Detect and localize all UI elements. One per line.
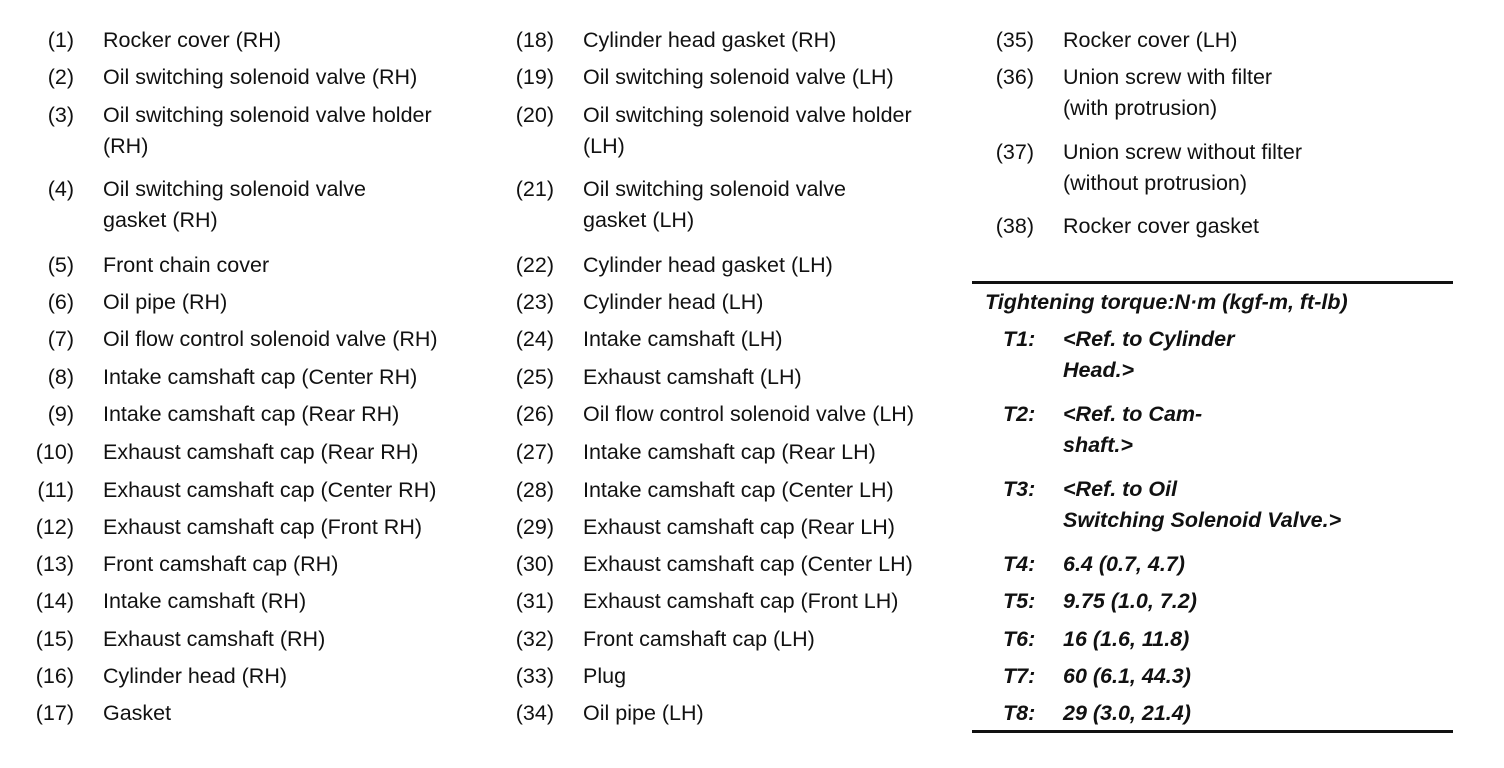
legend-item-label: Oil flow control solenoid valve (LH) bbox=[583, 402, 914, 426]
legend-item-number: (37) bbox=[995, 140, 1034, 164]
legend-item-label: (without protrusion) bbox=[1063, 171, 1248, 195]
legend-item-label: Exhaust camshaft cap (Center LH) bbox=[583, 552, 913, 576]
legend-item-label: Union screw with filter bbox=[1063, 65, 1273, 89]
legend-item-number: (31) bbox=[515, 589, 554, 613]
legend-item-label: Intake camshaft cap (Rear LH) bbox=[583, 440, 876, 464]
legend-item-label: Union screw without filter bbox=[1063, 140, 1302, 164]
legend-item-number: (14) bbox=[35, 589, 74, 613]
torque-code: T4: bbox=[1003, 552, 1036, 576]
legend-item-number: (16) bbox=[35, 664, 74, 688]
torque-code: T1: bbox=[1003, 327, 1036, 351]
legend-item-label: Oil flow control solenoid valve (RH) bbox=[103, 327, 438, 351]
torque-value: 9.75 (1.0, 7.2) bbox=[1063, 589, 1197, 613]
legend-item-number: (6) bbox=[47, 290, 74, 314]
torque-bottom-rule bbox=[972, 730, 1453, 733]
legend-item-label: Oil switching solenoid valve bbox=[103, 177, 366, 201]
legend-item-label: Exhaust camshaft cap (Center RH) bbox=[103, 478, 437, 502]
legend-item-number: (20) bbox=[515, 103, 554, 127]
legend-item-number: (11) bbox=[37, 478, 74, 502]
legend-item-number: (8) bbox=[47, 365, 74, 389]
legend-item-label: Oil switching solenoid valve (LH) bbox=[583, 65, 894, 89]
legend-item-number: (22) bbox=[515, 253, 554, 277]
legend-item-number: (7) bbox=[47, 327, 74, 351]
legend-item-number: (4) bbox=[47, 177, 74, 201]
legend-item-label: Rocker cover (RH) bbox=[103, 28, 281, 52]
legend-item-number: (23) bbox=[515, 290, 554, 314]
torque-code: T3: bbox=[1003, 477, 1036, 501]
legend-item-label: Gasket bbox=[103, 701, 172, 725]
legend-item-label: (LH) bbox=[583, 134, 625, 158]
torque-value: <Ref. to Cam- bbox=[1063, 402, 1203, 426]
torque-code: T6: bbox=[1003, 627, 1036, 651]
legend-item-label: Intake camshaft cap (Center LH) bbox=[583, 478, 894, 502]
legend-item-label: (RH) bbox=[103, 134, 149, 158]
legend-item-label: (with protrusion) bbox=[1063, 96, 1218, 120]
legend-item-label: Exhaust camshaft cap (Front LH) bbox=[583, 589, 899, 613]
torque-code: T2: bbox=[1003, 402, 1036, 426]
legend-item-label: Exhaust camshaft (LH) bbox=[583, 365, 802, 389]
legend-item-number: (29) bbox=[515, 515, 554, 539]
legend-item-label: Intake camshaft (RH) bbox=[103, 589, 307, 613]
legend-item-number: (34) bbox=[515, 701, 554, 725]
torque-value: Head.> bbox=[1063, 358, 1135, 382]
legend-item-number: (24) bbox=[515, 327, 554, 351]
torque-value: 6.4 (0.7, 4.7) bbox=[1063, 552, 1185, 576]
torque-value: shaft.> bbox=[1063, 433, 1133, 457]
legend-item-label: Intake camshaft cap (Center RH) bbox=[103, 365, 418, 389]
legend-item-number: (33) bbox=[515, 664, 554, 688]
legend-item-label: Oil switching solenoid valve (RH) bbox=[103, 65, 418, 89]
torque-title: Tightening torque:N·m (kgf-m, ft-lb) bbox=[985, 290, 1348, 314]
legend-item-number: (18) bbox=[515, 28, 554, 52]
legend-item-number: (3) bbox=[47, 103, 74, 127]
torque-value: <Ref. to Cylinder bbox=[1063, 327, 1235, 351]
legend-item-number: (19) bbox=[515, 65, 554, 89]
legend-item-label: Oil switching solenoid valve holder bbox=[103, 103, 432, 127]
legend-item-number: (15) bbox=[35, 627, 74, 651]
legend-item-number: (17) bbox=[35, 701, 74, 725]
legend-item-label: Oil switching solenoid valve holder bbox=[583, 103, 912, 127]
legend-item-label: Plug bbox=[583, 664, 627, 688]
legend-item-label: Rocker cover (LH) bbox=[1063, 28, 1238, 52]
legend-item-number: (21) bbox=[515, 177, 554, 201]
legend-item-label: Intake camshaft cap (Rear RH) bbox=[103, 402, 400, 426]
torque-top-rule bbox=[972, 281, 1453, 284]
legend-item-label: Cylinder head (LH) bbox=[583, 290, 764, 314]
legend-item-label: Front chain cover bbox=[103, 253, 270, 277]
legend-item-label: Exhaust camshaft (RH) bbox=[103, 627, 326, 651]
legend-item-number: (28) bbox=[515, 478, 554, 502]
legend-item-label: gasket (RH) bbox=[103, 208, 218, 232]
legend-item-label: Front camshaft cap (RH) bbox=[103, 552, 339, 576]
torque-code: T7: bbox=[1003, 664, 1036, 688]
torque-value: Switching Solenoid Valve.> bbox=[1063, 508, 1342, 532]
legend-item-label: Cylinder head gasket (LH) bbox=[583, 253, 833, 277]
legend-item-number: (35) bbox=[995, 28, 1034, 52]
legend-item-number: (30) bbox=[515, 552, 554, 576]
torque-code: T8: bbox=[1003, 701, 1036, 725]
legend-item-number: (9) bbox=[47, 402, 74, 426]
legend-item-number: (26) bbox=[515, 402, 554, 426]
torque-code: T5: bbox=[1003, 589, 1036, 613]
torque-value: 16 (1.6, 11.8) bbox=[1063, 627, 1190, 651]
torque-value: 29 (3.0, 21.4) bbox=[1063, 701, 1191, 725]
legend-item-number: (10) bbox=[35, 440, 74, 464]
legend-item-number: (36) bbox=[995, 65, 1034, 89]
legend-item-number: (32) bbox=[515, 627, 554, 651]
torque-value: 60 (6.1, 44.3) bbox=[1063, 664, 1191, 688]
torque-value: <Ref. to Oil bbox=[1063, 477, 1178, 501]
legend-item-label: Oil pipe (LH) bbox=[583, 701, 704, 725]
legend-item-number: (38) bbox=[995, 214, 1034, 238]
legend-item-label: Oil pipe (RH) bbox=[103, 290, 228, 314]
legend-item-label: Cylinder head (RH) bbox=[103, 664, 288, 688]
legend-item-label: Exhaust camshaft cap (Rear LH) bbox=[583, 515, 895, 539]
legend-item-label: Exhaust camshaft cap (Front RH) bbox=[103, 515, 423, 539]
legend-item-number: (12) bbox=[35, 515, 74, 539]
legend-item-number: (2) bbox=[47, 65, 74, 89]
legend-item-number: (1) bbox=[47, 28, 74, 52]
legend-item-label: Cylinder head gasket (RH) bbox=[583, 28, 837, 52]
legend-item-number: (5) bbox=[47, 253, 74, 277]
legend-item-number: (25) bbox=[515, 365, 554, 389]
legend-item-label: Rocker cover gasket bbox=[1063, 214, 1259, 238]
legend-item-label: Exhaust camshaft cap (Rear RH) bbox=[103, 440, 419, 464]
legend-item-number: (27) bbox=[515, 440, 554, 464]
legend-item-number: (13) bbox=[35, 552, 74, 576]
legend-item-label: gasket (LH) bbox=[583, 208, 695, 232]
legend-item-label: Oil switching solenoid valve bbox=[583, 177, 846, 201]
legend-item-label: Front camshaft cap (LH) bbox=[583, 627, 815, 651]
legend-item-label: Intake camshaft (LH) bbox=[583, 327, 783, 351]
